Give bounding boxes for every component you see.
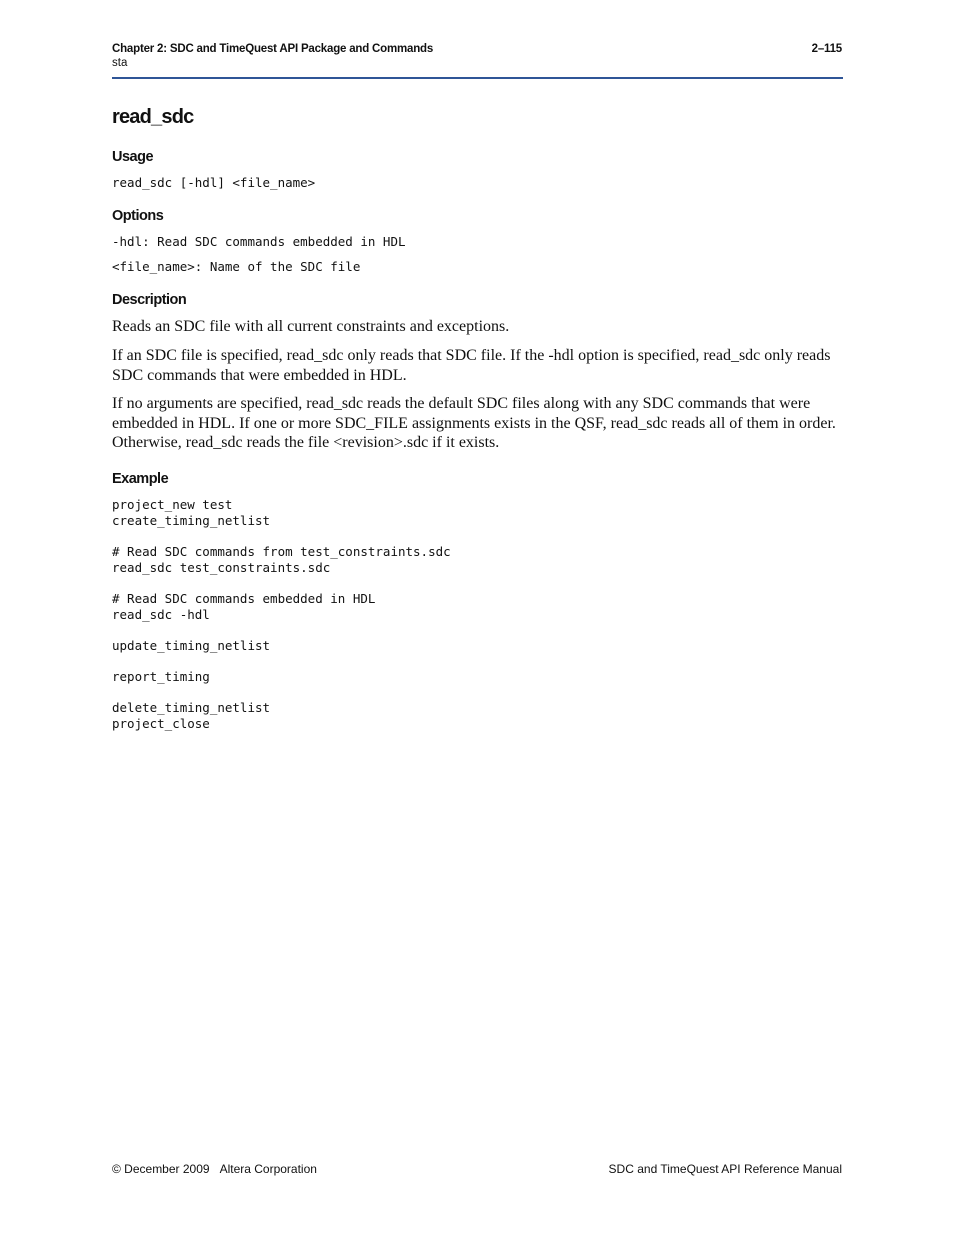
footer-left — [112, 1162, 317, 1176]
example-code-block: # Read SDC commands from test_constraints.sdc read_sdc test_constraints.sdc — [112, 544, 451, 575]
running-header — [112, 43, 433, 69]
page-number: 2–115 — [811, 43, 842, 55]
option-file-name: <file_name>: Name of the SDC file — [112, 259, 361, 274]
chapter-title: Chapter 2: SDC and TimeQuest API Package and Commands — [112, 43, 434, 55]
usage-heading: Usage — [112, 149, 154, 165]
options-heading: Options — [112, 208, 164, 224]
example-code-block: # Read SDC commands embedded in HDL read_sdc -hdl — [112, 591, 376, 622]
section-name: sta — [112, 57, 128, 69]
example-code-block: update_timing_netlist — [112, 638, 271, 653]
footer-date: © December 2009 — [112, 1162, 210, 1176]
footer-manual-title: SDC and TimeQuest API Reference Manual — [608, 1162, 842, 1176]
example-code-block: project_new test create_timing_netlist — [112, 497, 271, 528]
description-paragraph: If an SDC file is specified, read_sdc only reads that SDC file. If the -hdl option is specified, read_sdc only reads SDC commands that were embedded in HDL. — [112, 347, 831, 384]
example-heading: Example — [112, 471, 169, 487]
option-hdl: -hdl: Read SDC commands embedded in HDL — [112, 234, 406, 249]
example-code-block: delete_timing_netlist project_close — [112, 700, 271, 731]
example-code-block: report_timing — [112, 669, 210, 684]
usage-code: read_sdc [-hdl] <file_name> — [112, 175, 316, 190]
header-divider — [112, 77, 843, 79]
command-title: read_sdc — [112, 106, 194, 128]
footer-company: Altera Corporation — [219, 1162, 317, 1176]
description-paragraph: Reads an SDC file with all current constraints and exceptions. — [112, 318, 510, 335]
description-paragraph: If no arguments are specified, read_sdc reads the default SDC files along with any SDC commands that were embedded in HDL. If one or more SDC_FILE assignments exists in the QSF, read_sdc reads all of them in order. Otherwise, read_sdc reads the file <revision>.sdc if it exists. — [112, 395, 836, 451]
description-heading: Description — [112, 292, 187, 308]
